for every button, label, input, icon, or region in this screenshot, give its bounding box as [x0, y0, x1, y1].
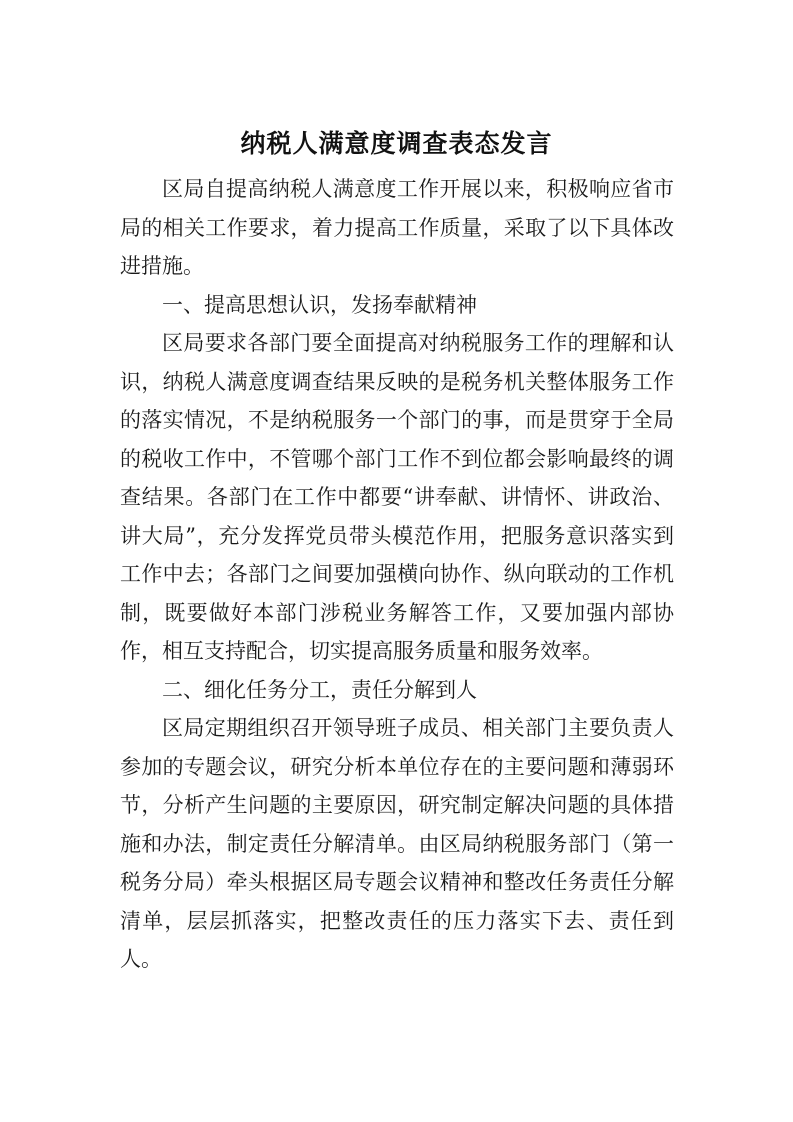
section-heading-1: 一、提高思想认识，发扬奉献精神 — [162, 292, 477, 317]
paragraph-section-1: 区局要求各部门要全面提高对纳税服务工作的理解和认识，纳税人满意度调查结果反映的是税务机关整体服务工作的落实情况，不是纳税服务一个部门的事，而是贯穿于全局的税收工作中，不管哪个部门工作不到位都会影响最终的调查结果。各部门在工作中都要“讲奉献、讲情怀、讲政治、讲大局”，充分发挥党员带头模范作用，把服务意识落实到工作中去；各部门之间要加强横向协作、纵向联动的工作机制，既要做好本部门涉税业务解答工作，又要加强内部协作，相互支持配合，切实提高服务质量和服务效率。 — [120, 331, 674, 663]
section-heading-2: 二、细化任务分工，责任分解到人 — [162, 677, 477, 702]
document-body — [120, 170, 674, 979]
document-title: 纳税人满意度调查表态发言 — [240, 129, 553, 158]
paragraph-intro: 区局自提高纳税人满意度工作开展以来，积极响应省市局的相关工作要求，着力提高工作质量，采取了以下具体改进措施。 — [120, 177, 674, 278]
paragraph-section-2: 区局定期组织召开领导班子成员、相关部门主要负责人参加的专题会议，研究分析本单位存在的主要问题和薄弱环节，分析产生问题的主要原因，研究制定解决问题的具体措施和办法，制定责任分解清单。由区局纳税服务部门（第一税务分局）牵头根据区局专题会议精神和整改任务责任分解清单，层层抓落实，把整改责任的压力落实下去、责任到人。 — [120, 716, 674, 971]
